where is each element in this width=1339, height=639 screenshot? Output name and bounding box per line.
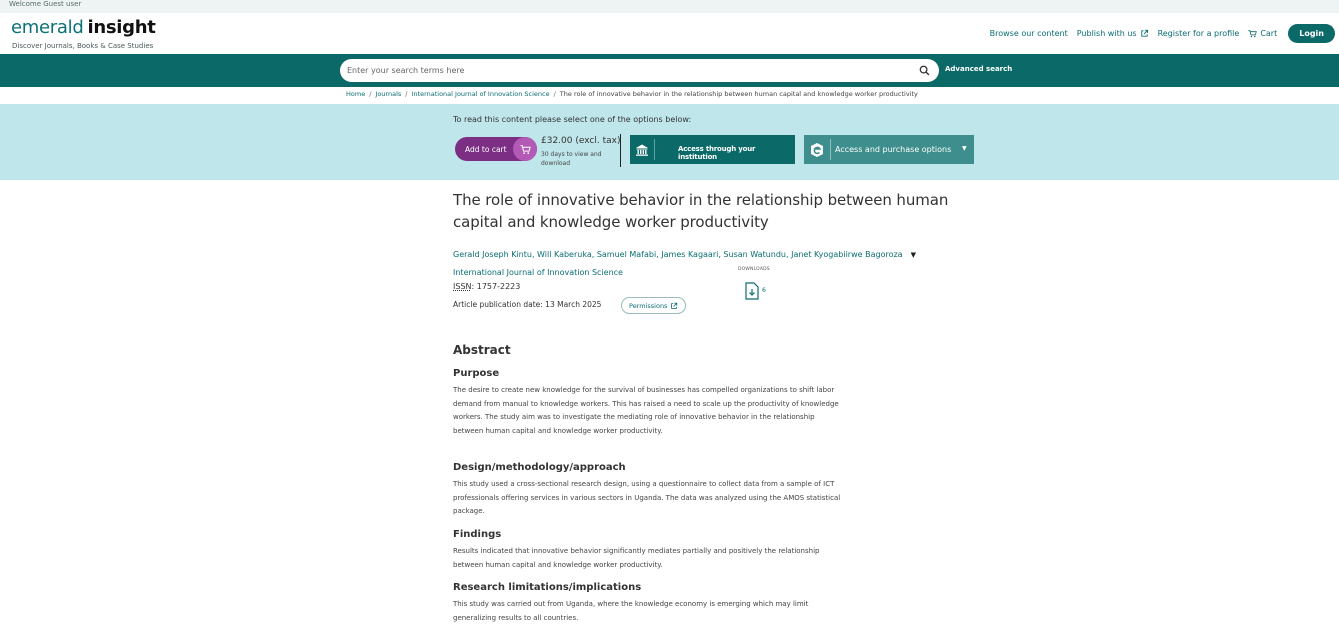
chevron-down-icon[interactable]: ▼ bbox=[910, 250, 916, 259]
top-nav bbox=[990, 13, 1339, 54]
downloads-label: DOWNLOADS bbox=[738, 267, 770, 272]
cart-circle bbox=[513, 137, 537, 161]
section-heading-findings: Findings bbox=[453, 529, 502, 540]
purchase-options-button[interactable] bbox=[804, 135, 974, 164]
section-text-limitations: This study was carried out from Uganda, where the knowledge economy is emerging which may limit generalizing results to all countries. bbox=[453, 600, 809, 622]
section-heading-purpose: Purpose bbox=[453, 368, 500, 379]
divider bbox=[620, 134, 621, 167]
welcome-bar bbox=[0, 0, 1339, 13]
button-separator bbox=[830, 139, 831, 160]
institution-access-button[interactable] bbox=[630, 135, 795, 164]
breadcrumb-separator: / bbox=[553, 90, 556, 98]
breadcrumb-journal[interactable]: International Journal of Innovation Science bbox=[411, 90, 550, 98]
issn-label: ISSN bbox=[453, 282, 472, 291]
search-box bbox=[340, 59, 939, 82]
search-input[interactable] bbox=[340, 59, 915, 82]
access-options-panel bbox=[0, 104, 1339, 180]
cart-link[interactable] bbox=[1248, 29, 1277, 38]
chevron-down-icon: ▼ bbox=[962, 145, 967, 152]
section-heading-design: Design/methodology/approach bbox=[453, 462, 626, 473]
logo-word-emerald: emerald bbox=[11, 17, 84, 38]
browse-content-link[interactable] bbox=[990, 29, 1068, 38]
publish-with-us-link[interactable] bbox=[1077, 29, 1149, 38]
cart-icon bbox=[520, 144, 531, 155]
register-profile-label: Register for a profile bbox=[1157, 29, 1240, 38]
breadcrumb-journals[interactable]: Journals bbox=[375, 90, 402, 98]
price-note: 30 days to view and download bbox=[541, 151, 602, 167]
browse-content-label: Browse our content bbox=[989, 29, 1068, 38]
logo-word-insight: insight bbox=[87, 17, 156, 38]
advanced-search-link[interactable]: Advanced search bbox=[945, 65, 1013, 73]
site-header bbox=[0, 13, 1339, 54]
e-access-icon bbox=[808, 141, 826, 159]
issn bbox=[453, 282, 520, 291]
add-to-cart-label: Add to cart bbox=[465, 145, 507, 154]
section-text-purpose: The desire to create new knowledge for the survival of businesses has compelled organizations to shift labor demand from manual to knowledge workers. This has raised a need to scale up the productivity of knowledge workers. The study aim was to investigate the mediating role of innovative behavior in the relationship between human capital and knowledge worker productivity. bbox=[453, 386, 839, 435]
search-icon[interactable] bbox=[919, 65, 930, 76]
journal-link[interactable]: International Journal of Innovation Science bbox=[453, 268, 623, 277]
external-link-icon bbox=[670, 302, 678, 310]
cart-icon bbox=[1248, 29, 1257, 38]
access-prompt: To read this content please select one of the options below: bbox=[453, 115, 692, 124]
downloads-count: 6 bbox=[762, 287, 766, 294]
add-to-cart-button[interactable] bbox=[455, 137, 537, 161]
publish-with-us-label: Publish with us bbox=[1076, 29, 1137, 38]
author-list[interactable] bbox=[453, 250, 916, 259]
section-text-findings: Results indicated that innovative behavior significantly mediates partially and positively the relationship between human capital and knowledge worker productivity. bbox=[453, 547, 820, 569]
register-profile-link[interactable] bbox=[1158, 29, 1240, 38]
issn-value: : 1757-2223 bbox=[471, 282, 521, 291]
purchase-options-label: Access and purchase options bbox=[835, 145, 952, 154]
section-heading-limitations: Research limitations/implications bbox=[453, 582, 642, 593]
breadcrumb-home[interactable]: Home bbox=[346, 90, 366, 98]
login-button[interactable]: Login bbox=[1288, 24, 1335, 43]
price: £32.00 (excl. tax) bbox=[541, 136, 621, 146]
breadcrumb-separator: / bbox=[405, 90, 408, 98]
breadcrumb bbox=[346, 90, 918, 98]
button-separator bbox=[654, 139, 655, 160]
search-band bbox=[0, 54, 1339, 87]
section-text-design: This study used a cross-sectional research design, using a questionnaire to collect data from a sample of ICT professionals offering services in various sectors in Uganda. The data was analyzed using the AMOS statistical package. bbox=[453, 480, 841, 515]
institution-access-label: Access through your institution bbox=[678, 145, 756, 161]
article-title: The role of innovative behavior in the relationship between human capital and knowledge worker productivity bbox=[453, 191, 949, 231]
permissions-label: Permissions bbox=[629, 301, 668, 310]
cart-label: Cart bbox=[1260, 29, 1278, 38]
purchase-icon-box bbox=[804, 135, 830, 164]
breadcrumb-separator: / bbox=[369, 90, 372, 98]
welcome-text: Welcome Guest user bbox=[9, 0, 82, 8]
institution-icon bbox=[635, 143, 649, 157]
permissions-button[interactable] bbox=[621, 297, 686, 314]
download-icon bbox=[745, 282, 759, 300]
emerald-insight-logo[interactable] bbox=[11, 17, 156, 50]
abstract-heading: Abstract bbox=[453, 343, 511, 357]
publication-date: Article publication date: 13 March 2025 bbox=[453, 300, 602, 309]
external-link-icon bbox=[1140, 29, 1149, 38]
institution-icon-box bbox=[630, 135, 654, 164]
authors-text[interactable]: Gerald Joseph Kintu, Will Kaberuka, Samuel Mafabi, James Kagaari, Susan Watundu, Janet Kyogabiirwe Bagoroza bbox=[453, 250, 903, 259]
breadcrumb-current: The role of innovative behavior in the relationship between human capital and knowledge worker productivity bbox=[559, 90, 918, 98]
logo-tagline: Discover Journals, Books & Case Studies bbox=[12, 42, 154, 50]
